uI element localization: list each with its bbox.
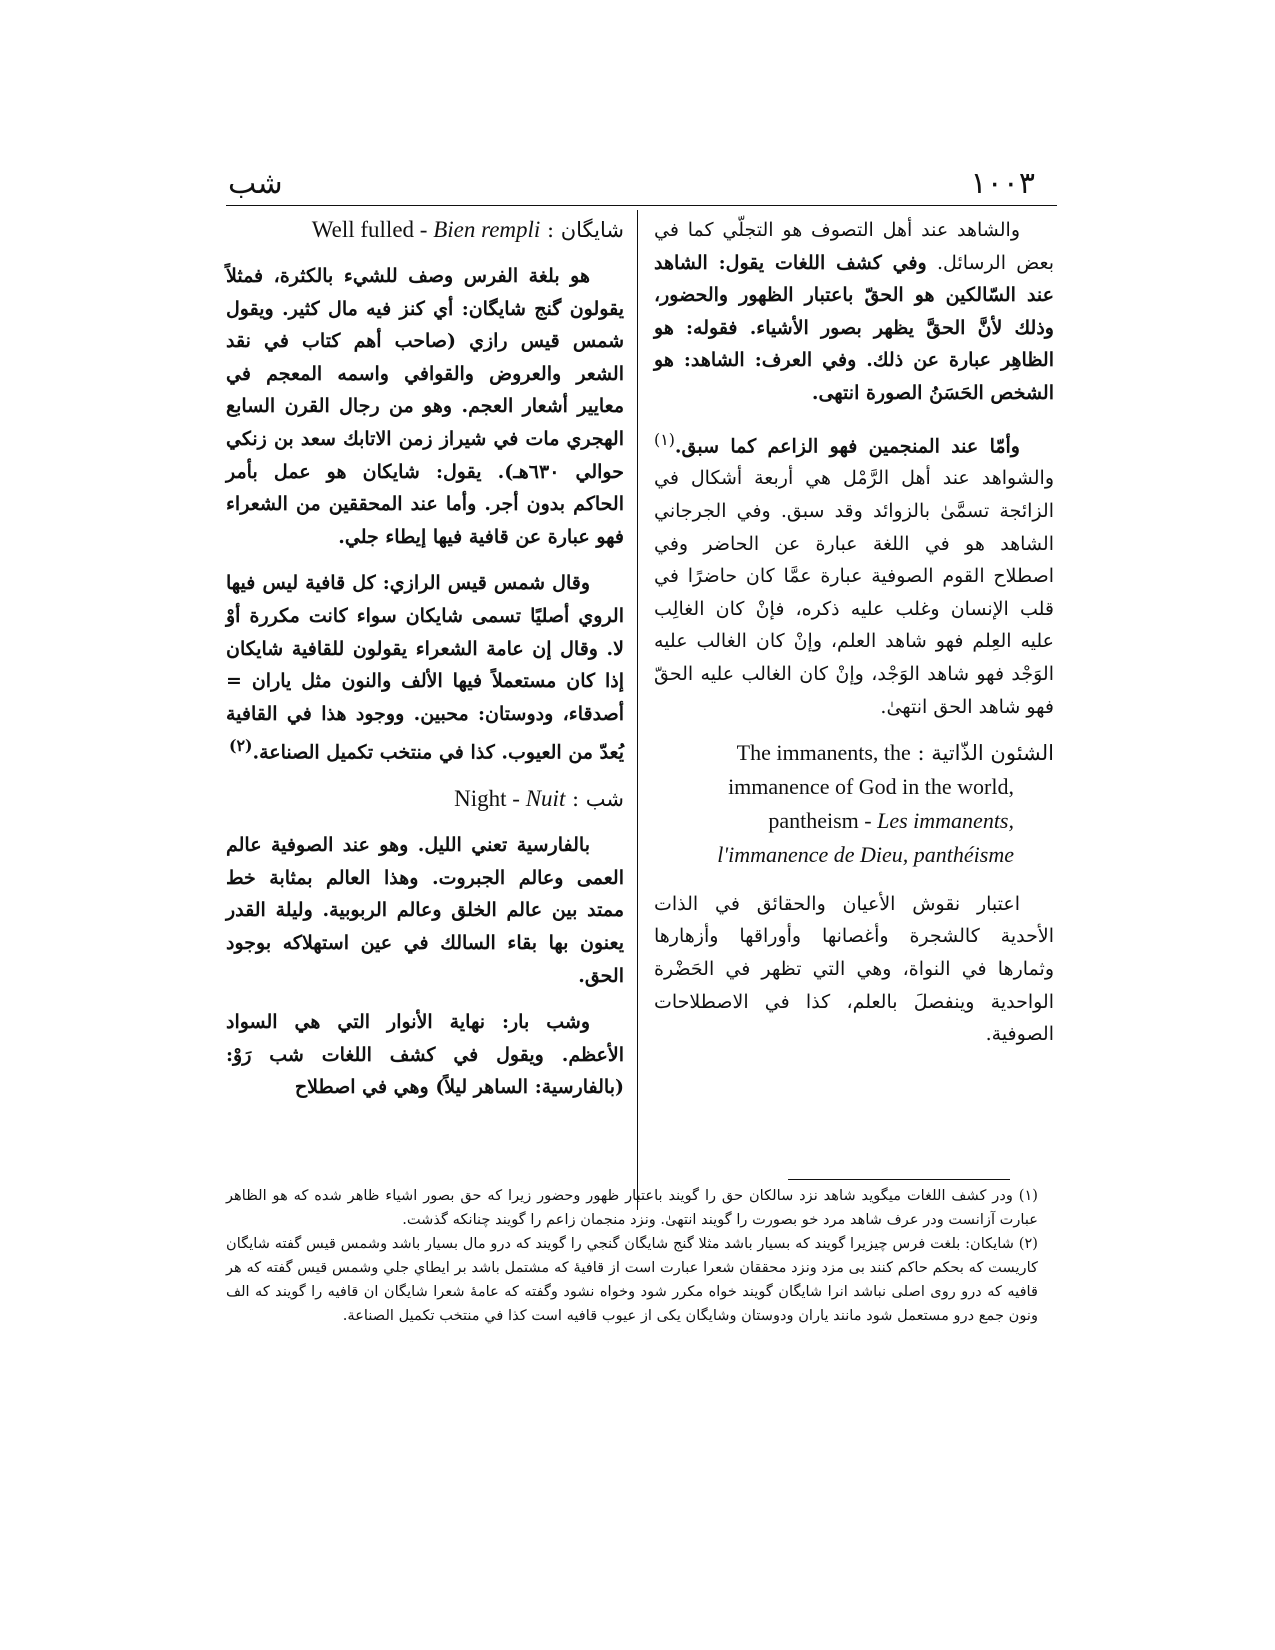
entry-heading [226, 783, 624, 815]
paragraph: اعتبار نقوش الأعيان والحقائق في الذات الأحدية كالشجرة وأغصانها وأوراقها وأزهارها وثمارها في النواة، وهي التي تظهر في الحَضْرة الواحدية وينفصلَ بالعلم، كذا في الاصطلاحات الصوفية. [654, 892, 1054, 1046]
paragraph: والشاهد عند أهل التصوف هو التجلّي كما في بعض الرسائل. وفي كشف اللغات يقول: الشاهد عند السّالكين هو الحقّ باعتبار الظهور والحضور، وذلك لأنَّ الحقَّ يظهر بصور الأشياء. فقوله: هو الظاهِر عبارة عن ذلك. وفي العرف: الشاهد: هو الشخص الحَسَنُ الصورة انتهى. [654, 219, 1055, 404]
paragraph: وأمّا عند المنجمين فهو الزاعم كما سبق.$^{(١)}$ والشواهد عند أهل الرَّمْل هي أربعة أشكال في الزائجة تسمَّىٰ بالزوائد وقد سبق. وفي الجرجاني الشاهد هو في اللغة عبارة عن الحاضر وفي اصطلاح القوم الصوفية عبارة عمَّا كان حاضرًا في قلب الإنسان وغلب عليه ذكره، فإنْ كان الغالِب عليه العِلم فهو شاهد العلم، وإنْ كان الغالب عليه الوَجْد فهو شاهد الوَجْد، وإنْ كان الغالب عليه الحقّ فهو شاهد الحق انتهىٰ. [654, 429, 1054, 718]
paragraph: بالفارسية تعني الليل. وهو عند الصوفية عالم العمى وعالم الجبروت. وهذا العالم بمثابة خط ممتد بين عالم الخلق وعالم الربوبية. وليلة القدر يعنون بها بقاء السالك في عين استهلاكه بوجود الحق. [226, 834, 624, 987]
entry-term-english: Well fulled - [311, 217, 434, 242]
paragraph: وشب بار: نهاية الأنوار التي هي السواد الأعظم. ويقول في كشف اللغات شب رَوْ: (بالفارسية: الساهر ليلاً) وهي في اصطلاح [226, 1011, 624, 1099]
column-divider [637, 210, 638, 1210]
paragraph: وقال شمس قيس الرازي: كل قافية ليس فيها الروي أصليًا تسمى شايكان سواء كانت مكررة أوْ لا. وقال إن عامة الشعراء يقولون للقافية شايكان إذا كان مستعملاً فيها الألف والنون مثل ياران = أصدقاء، ودوستان: محبين. ووجود هذا في القافية يُعدّ من العيوب. كذا في منتخب تكميل الصناعة.$^{(٢)}$ [226, 572, 624, 764]
header-rule [226, 205, 1057, 206]
right-column [654, 214, 1054, 1065]
entry-term-french: Nuit [525, 786, 566, 812]
entry-term-english: Night - [454, 786, 526, 812]
footnote-ref: (٢) [228, 736, 253, 756]
entry-term-arabic: شب : [572, 787, 624, 812]
entry-term-arabic: شايگان : [546, 218, 624, 242]
entry-term-french: l'immanence de Dieu, panthéisme [717, 841, 1014, 867]
entry-term-english: immanence of God in the world, [728, 773, 1014, 799]
entry-heading [226, 214, 624, 246]
footnote-rule [788, 1179, 1010, 1180]
entry-term-english: The immanents, the [736, 740, 911, 766]
left-column [226, 214, 624, 1118]
footnote-ref: (١) [654, 429, 675, 449]
footnote: (١) ودر كشف اللغات ميگويد شاهد نزد سالكان حق را گويند باعتبار ظهور وحضور زيرا كه حق بصور اشياء ظاهر شده كه هو الظاهر عبارت آزانست ودر عرف شاهد مرد خو بصورت را گويند انتهىٰ. ونزد منجمان زاعم را گويند چنانكه گذشت. [226, 1187, 1038, 1228]
footnotes [226, 1184, 1038, 1328]
entry-term-english: pantheism - [768, 807, 878, 833]
footnote: (٢) شايكان: بلغت فرس چيزيرا گويند كه بسيار باشد مثلا گنج شايگان گنجي را گويند كه درو مال بسيار باشد وشمس قيس گفته شايگان كاريست كه بحكم حاكم كنند بى مزد ونزد محققان شعرا عبارت است از قافيهٔ كه مشتمل باشد بر ايطاي جلي وشمس قيس گفته كه هر قافيه كه درو روى اصلى نباشد انرا شايگان گويند خواه مكرر شود وخواه نشود وگفته كه عامهٔ شعرا شايگان ان قافيه را گويند كه الف ونون جمع درو مستعمل شود مانند ياران ودوستان وشايگان يكى از عيوب قافيه است كذا في منتخب تكميل الصناعة. [226, 1235, 1038, 1324]
paragraph: هو بلغة الفرس وصف للشيء بالكثرة، فمثلاً يقولون گنج شايگان: أي كنز فيه مال كثير. ويقول شمس قيس رازي (صاحب أهم كتاب في نقد الشعر والعروض والقوافي واسمه المعجم في معايير أشعار العجم. وهو من رجال القرن السابع الهجري مات في شيراز زمن الاتابك سعد بن زنكي حوالي ٦٣٠هـ). يقول: شايكان هو عمل بأمر الحاكم بدون أجر. وأما عند المحققين من الشعراء فهو عبارة عن قافية فيها إيطاء جلي. [226, 265, 624, 548]
running-head-section: شب [228, 166, 283, 201]
page-number: ١٠٠٣ [970, 166, 1035, 201]
entry-term-french: Bien rempli [433, 217, 541, 242]
entry-heading [654, 737, 1054, 872]
entry-term-french: Les immanents, [877, 807, 1014, 833]
entry-term-arabic: الشئون الذّاتية : [917, 741, 1054, 766]
